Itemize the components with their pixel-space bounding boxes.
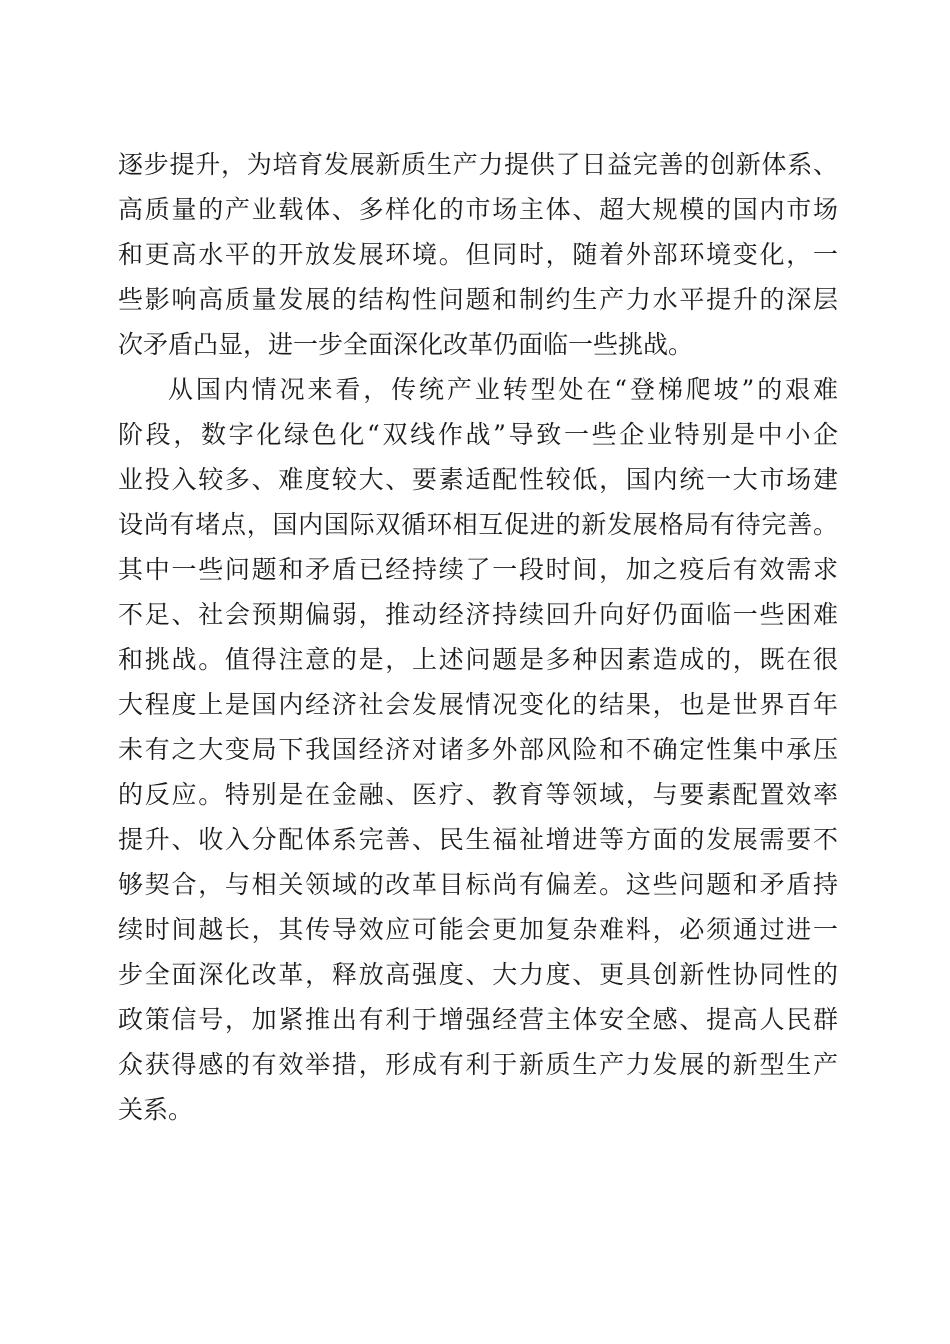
paragraph-line: 其中一些问题和矛盾已经持续了一段时间，加之疫后有效需求 <box>118 555 838 584</box>
paragraph-line: 高质量的产业载体、多样化的市场主体、超大规模的国内市场 <box>118 195 838 224</box>
paragraph-line: 次矛盾凸显，进一步全面深化改革仍面临一些挑战。 <box>118 330 694 359</box>
paragraph-line: 关系。 <box>118 1095 194 1124</box>
paragraph-line: 的反应。特别是在金融、医疗、教育等领域，与要素配置效率 <box>118 780 838 809</box>
paragraph-line: 设尚有堵点，国内国际双循环相互促进的新发展格局有待完善。 <box>118 510 838 539</box>
paragraph-line: 从国内情况来看，传统产业转型处在“登梯爬坡”的艰难 <box>168 375 838 404</box>
paragraph-line: 大程度上是国内经济社会发展情况变化的结果，也是世界百年 <box>118 690 838 719</box>
paragraph-line: 阶段，数字化绿色化“双线作战”导致一些企业特别是中小企 <box>118 420 838 449</box>
paragraph-line: 够契合，与相关领域的改革目标尚有偏差。这些问题和矛盾持 <box>118 870 838 899</box>
paragraph-line: 和挑战。值得注意的是，上述问题是多种因素造成的，既在很 <box>118 645 838 674</box>
document-body <box>118 142 838 1132</box>
paragraph-line: 政策信号，加紧推出有利于增强经营主体安全感、提高人民群 <box>118 1005 838 1034</box>
paragraph-1 <box>118 142 838 367</box>
paragraph-line: 业投入较多、难度较大、要素适配性较低，国内统一大市场建 <box>118 465 838 494</box>
paragraph-line: 逐步提升，为培育发展新质生产力提供了日益完善的创新体系、 <box>118 150 838 179</box>
paragraph-line: 未有之大变局下我国经济对诸多外部风险和不确定性集中承压 <box>118 735 838 764</box>
paragraph-line: 步全面深化改革，释放高强度、大力度、更具创新性协同性的 <box>118 960 838 989</box>
paragraph-line: 不足、社会预期偏弱，推动经济持续回升向好仍面临一些困难 <box>118 600 838 629</box>
paragraph-line: 些影响高质量发展的结构性问题和制约生产力水平提升的深层 <box>118 285 838 314</box>
paragraph-line: 续时间越长，其传导效应可能会更加复杂难料，必须通过进一 <box>118 915 838 944</box>
paragraph-2 <box>118 367 838 1132</box>
paragraph-line: 和更高水平的开放发展环境。但同时，随着外部环境变化，一 <box>118 240 838 269</box>
paragraph-line: 众获得感的有效举措，形成有利于新质生产力发展的新型生产 <box>118 1050 838 1079</box>
paragraph-line: 提升、收入分配体系完善、民生福祉增进等方面的发展需要不 <box>118 825 838 854</box>
